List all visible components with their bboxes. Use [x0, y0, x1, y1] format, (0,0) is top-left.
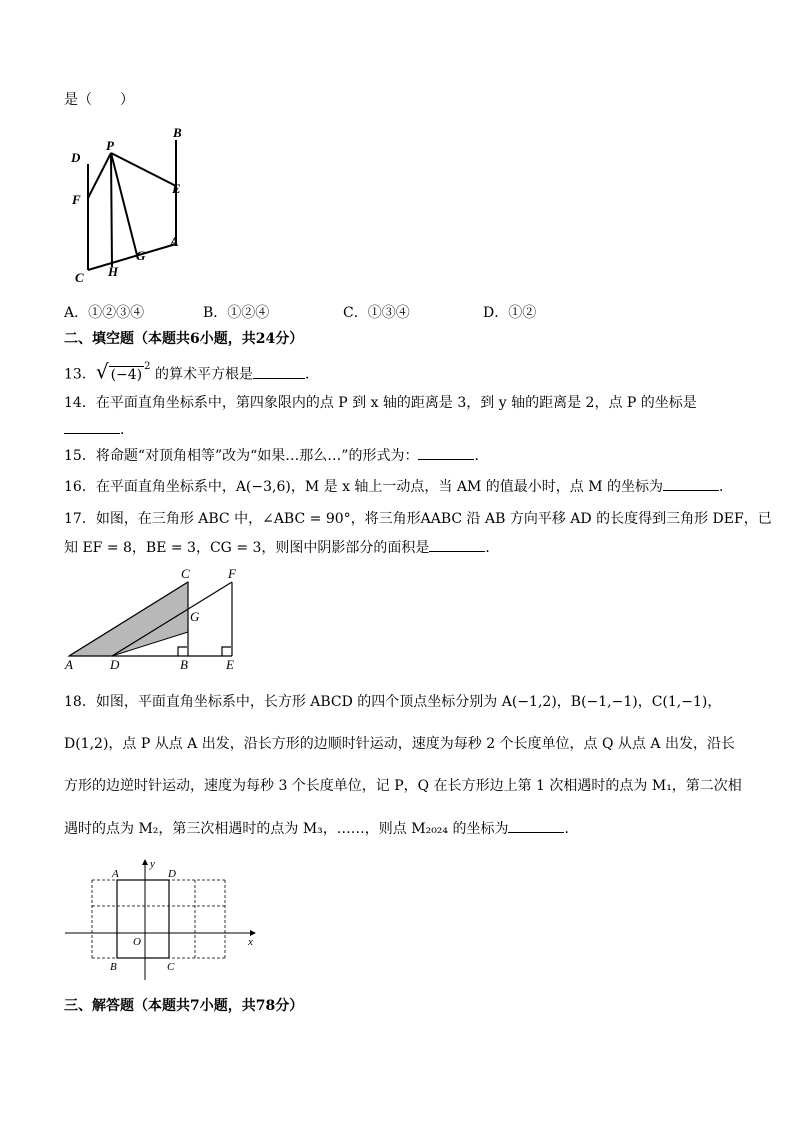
- q17-line2-text: 知 EF = 8，BE = 3，CG = 3，则图中阴影部分的面积是: [64, 540, 430, 556]
- label-x: x: [248, 936, 253, 948]
- label-A: A: [65, 657, 73, 672]
- q16-end: ．: [719, 479, 734, 495]
- label-F: F: [72, 192, 81, 207]
- label-F: F: [228, 566, 236, 581]
- question-18-line4: [64, 818, 578, 839]
- section-heading-fill-in: 二、填空题（本题共6小题，共24分）: [64, 331, 304, 347]
- question-17-line1: 17．如图，在三角形 ABC 中，∠ABC = 90°，将三角形AABC 沿 AB 方向平移 AD 的长度得到三角形 DEF，已: [64, 511, 772, 527]
- choice-d: D．①②: [483, 305, 537, 321]
- question-17-line2: [64, 537, 499, 558]
- label-D: D: [110, 657, 120, 672]
- figure-q12: [60, 120, 200, 285]
- q16-text: 16．在平面直角坐标系中，A(−3,6)，M 是 x 轴上一动点，当 AM 的值最小时，点 M 的坐标为: [64, 479, 664, 495]
- section-heading-solutions: 三、解答题（本题共7小题，共78分）: [64, 998, 304, 1014]
- choice-a: A．①②③④: [64, 305, 145, 321]
- q13-text: 的算术平方根是: [154, 366, 253, 383]
- answer-blank-15[interactable]: [418, 445, 474, 460]
- label-D: D: [168, 868, 176, 880]
- question-13: [64, 361, 319, 385]
- label-C: C: [181, 566, 190, 581]
- q13-number: 13．: [64, 366, 96, 383]
- q13-end: ．: [304, 366, 319, 383]
- label-O: O: [133, 936, 141, 948]
- question-16: [64, 476, 733, 497]
- answer-blank-18[interactable]: [508, 818, 564, 833]
- label-E: E: [172, 181, 181, 196]
- label-G: G: [190, 609, 200, 624]
- choice-c: C．①③④: [343, 305, 410, 321]
- label-C: C: [167, 961, 175, 973]
- q13-exponent: 2: [144, 361, 151, 372]
- question-18-line1: 18．如图，平面直角坐标系中，长方形 ABCD 的四个顶点坐标分别为 A(−1,2)，B(−1,−1)，C(1,−1)，: [64, 694, 722, 710]
- q17-end: ．: [485, 540, 500, 556]
- q13-radicand: (−4): [110, 366, 143, 383]
- q18-line4-text: 遇时的点为 M₂，第三次相遇时的点为 M₃，……，则点 M₂₀₂₄ 的坐标为: [64, 821, 509, 837]
- figure-q18: [60, 855, 260, 980]
- answer-blank-14[interactable]: [64, 419, 120, 434]
- q15-end: ．: [474, 448, 489, 464]
- question-18-line3: 方形的边逆时针运动，速度为每秒 3 个长度单位，记 P，Q 在长方形边上第 1 次相遇时的点为 M₁，第二次相: [64, 778, 742, 794]
- question-tail-text: 是（ ）: [64, 92, 134, 108]
- q18-end: ．: [564, 821, 579, 837]
- q14-end: ．: [120, 422, 134, 438]
- label-C: C: [75, 270, 84, 285]
- question-15: [64, 445, 488, 466]
- label-D: D: [71, 150, 81, 165]
- label-B: B: [180, 657, 188, 672]
- label-G: G: [136, 248, 146, 263]
- answer-blank-13[interactable]: [253, 364, 305, 379]
- answer-blank-17[interactable]: [429, 537, 485, 552]
- label-B: B: [173, 125, 182, 140]
- q13-sqrt: √ $(-4)^2$: [95, 359, 151, 384]
- label-y: y: [150, 858, 155, 870]
- label-E: E: [226, 657, 234, 672]
- label-P: P: [106, 138, 114, 153]
- answer-blank-16[interactable]: [663, 476, 719, 491]
- figure-q17: [60, 565, 250, 675]
- choice-b: B．①②④: [203, 305, 270, 321]
- label-A: A: [170, 234, 179, 249]
- question-18-line2: D(1,2)，点 P 从点 A 出发，沿长方形的边顺时针运动，速度为每秒 2 个长度单位，点 Q 从点 A 出发，沿长: [64, 736, 735, 752]
- label-A: A: [112, 868, 119, 880]
- question-14-line2: [64, 419, 134, 440]
- label-B: B: [110, 961, 117, 973]
- label-H: H: [108, 264, 119, 279]
- question-14-line1: 14．在平面直角坐标系中，第四象限内的点 P 到 x 轴的距离是 3，到 y 轴的距离是 2，点 P 的坐标是: [64, 395, 697, 411]
- q15-text: 15．将命题“对顶角相等”改为“如果…那么…”的形式为：: [64, 448, 419, 464]
